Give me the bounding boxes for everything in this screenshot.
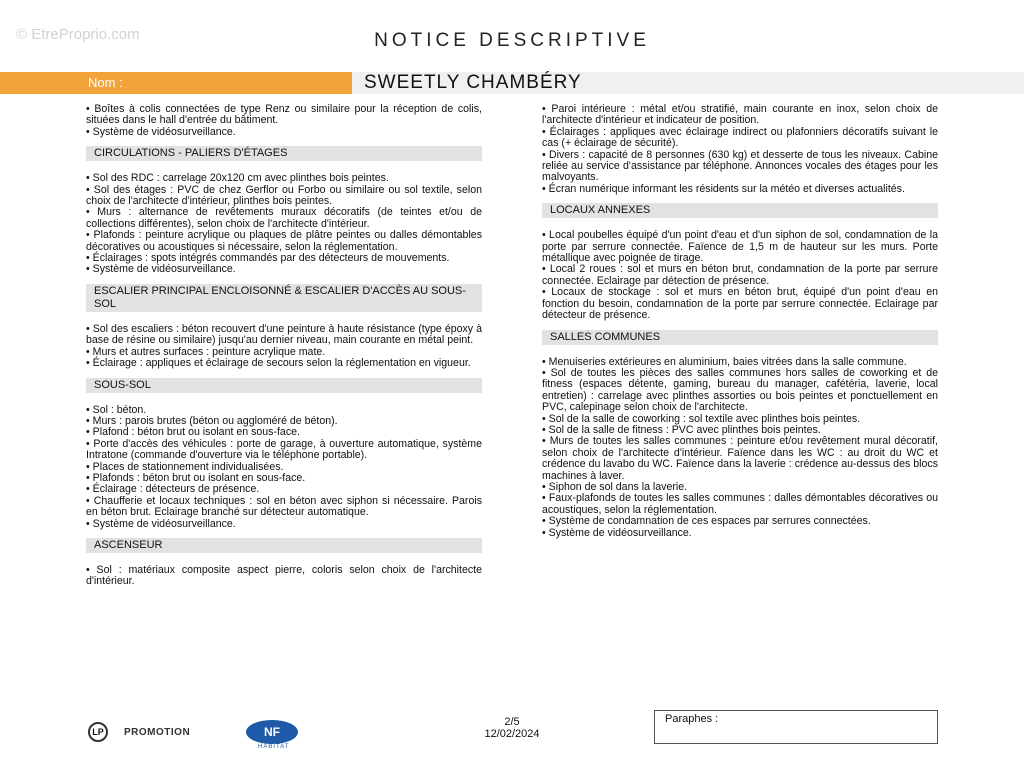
promotion-label: PROMOTION [124, 727, 191, 738]
list-item: • Sol : béton. [86, 403, 147, 416]
paraphes-label: Paraphes : [665, 713, 719, 725]
section-heading-escalier: ESCALIER PRINCIPAL ENCLOISONNÉ & ESCALIER D'ACCÈS AU SOUS-SOL [86, 284, 482, 312]
list-item: • Éclairages : spots intégrés commandés par des détecteurs de mouvements. [86, 252, 450, 265]
page-info [462, 716, 562, 740]
list-item: • Menuiseries extérieures en aluminium, baies vitrées dans la salle commune. [542, 355, 907, 368]
left-column [86, 104, 482, 588]
list-item: • Murs de toutes les salles communes : peinture et/ou revêtement mural décoratif, selon choix de l'architecte d'intérieur. Faïence dans les WC : au droit du WC et crédence du lavabo du WC. Faïence dans la laverie : crédence au-dessus des blocs machines à laver. [542, 435, 938, 482]
list-item: • Plafonds : béton brut ou isolant en sous-face. [86, 471, 306, 484]
watermark-text: © EtreProprio.com [16, 26, 140, 43]
list-item: • Éclairages : appliques avec éclairage indirect ou plafonniers décoratifs suivant le cas (+ éclairage de sécurité). [542, 125, 938, 150]
project-name: SWEETLY CHAMBÉRY [364, 72, 582, 93]
list-item: • Système de vidéosurveillance. [86, 125, 236, 138]
list-item: • Places de stationnement individualisées. [86, 460, 284, 473]
right-column [542, 104, 938, 539]
list-item: • Paroi intérieure : métal et/ou stratifié, main courante en inox, selon choix de l'architecte d'intérieur et indicateur de position. [542, 103, 938, 127]
list-item: • Sol : matériaux composite aspect pierre, coloris selon choix de l'architecte d'intérieur. [86, 563, 482, 588]
paraphes-box [654, 710, 938, 744]
section-heading-ascenseur: ASCENSEUR [86, 538, 482, 553]
list-item: • Murs : parois brutes (béton ou aggloméré de béton). [86, 414, 338, 427]
list-item: • Sol de la salle de coworking : sol textile avec plinthes bois peintes. [542, 412, 861, 425]
list-item: • Chaufferie et locaux techniques : sol en béton avec siphon si nécessaire. Parois en béton brut. Eclairage branché sur détecteur automatique. [86, 494, 482, 519]
list-item: • Siphon de sol dans la laverie. [542, 480, 688, 493]
list-item: • Murs : alternance de revêtements muraux décoratifs (de teintes et/ou de collections différentes), selon choix de l'architecte d'intérieur. [86, 206, 482, 230]
list-item: • Plafonds : peinture acrylique ou plaques de plâtre peintes ou dalles démontables décoratives ou acoustiques si nécessaire, selon la réglementation. [86, 229, 482, 253]
list-item: • Plafond : béton brut ou isolant en sous-face. [86, 426, 300, 439]
document-title: NOTICE DESCRIPTIVE [374, 30, 650, 51]
section-heading-circulations: CIRCULATIONS - PALIERS D'ÉTAGES [86, 146, 482, 161]
list-item: • Local poubelles équipé d'un point d'eau et d'un siphon de sol, condamnation de la porte par serrure connectée. Faïence de 1,5 m de hauteur sur les murs. Porte métallique avec poignée de tirage. [542, 229, 938, 265]
nf-habitat-label: HABITAT [258, 744, 290, 750]
list-item: • Écran numérique informant les résidents sur la météo et diverses actualités. [542, 182, 905, 195]
list-item: • Éclairage : appliques et éclairage de secours selon la réglementation en vigueur. [86, 357, 471, 370]
nom-label: Nom : [88, 75, 123, 90]
list-item: • Sol des escaliers : béton recouvert d'une peinture à haute résistance (type époxy à base de résine ou similaire) jusqu'au dernier niveau, main courante en métal peint. [86, 322, 482, 347]
page-number: 2/5 [504, 716, 520, 728]
list-item: • Sol des RDC : carrelage 20x120 cm avec plinthes bois peintes. [86, 172, 389, 185]
list-item: • Porte d'accès des véhicules : porte de garage, à ouverture automatique, système Intratone (commande d'ouverture via le téléphone portable). [86, 437, 482, 462]
list-item: • Murs et autres surfaces : peinture acrylique mate. [86, 345, 326, 358]
list-item: • Divers : capacité de 8 personnes (630 kg) et desserte de tous les niveaux. Cabine reliée au service d'assistance par téléphone. Annonces vocales des étages pour les malvoyants. [542, 148, 938, 184]
list-item: • Sol des étages : PVC de chez Gerflor ou Forbo ou similaire ou sol textile, selon choix de l'architecte d'intérieur, plinthes bois peintes. [86, 183, 482, 208]
list-item: • Faux-plafonds de toutes les salles communes : dalles démontables décoratives ou acoustiques, selon la réglementation. [542, 492, 938, 516]
list-item: • Éclairage : détecteurs de présence. [86, 483, 260, 496]
list-item: • Sol de toutes les pièces des salles communes hors salles de coworking et de fitness (espaces détente, gaming, bureau du manager, cafétéria, laverie, local entretien) : carrelage avec plinthes assorties ou bois peintes et ponctuellement en PVC, calepinage selon choix de l'architecte. [542, 366, 938, 414]
list-item: • Locaux de stockage : sol et murs en béton brut, équipé d'un point d'eau en fonction du besoin, condamnation de la porte par serrure connectée. Eclairage par détecteur de présence. [542, 286, 938, 322]
list-item: • Système de vidéosurveillance. [542, 526, 692, 539]
section-heading-sous-sol: SOUS-SOL [86, 378, 482, 393]
list-item: • Boîtes à colis connectées de type Renz ou similaire pour la réception de colis, situées dans le hall d'entrée du bâtiment. [86, 103, 482, 127]
title-bar [0, 72, 1024, 94]
nom-label-box [0, 72, 352, 94]
nf-habitat-logo-icon: NF [246, 720, 298, 744]
list-item: • Local 2 roues : sol et murs en béton brut, condamnation de la porte par serrure connectée. Eclairage par détection de présence. [542, 263, 938, 287]
list-item: • Système de vidéosurveillance. [86, 517, 236, 530]
section-heading-locaux-annexes: LOCAUX ANNEXES [542, 203, 938, 218]
list-item: • Sol de la salle de fitness : PVC avec plinthes bois peintes. [542, 423, 821, 436]
section-heading-salles-communes: SALLES COMMUNES [542, 330, 938, 345]
lp-promotion-logo-icon: LP [88, 722, 108, 742]
document-date: 12/02/2024 [484, 728, 540, 740]
list-item: • Système de condamnation de ces espaces par serrures connectées. [542, 515, 871, 528]
list-item: • Système de vidéosurveillance. [86, 263, 236, 276]
